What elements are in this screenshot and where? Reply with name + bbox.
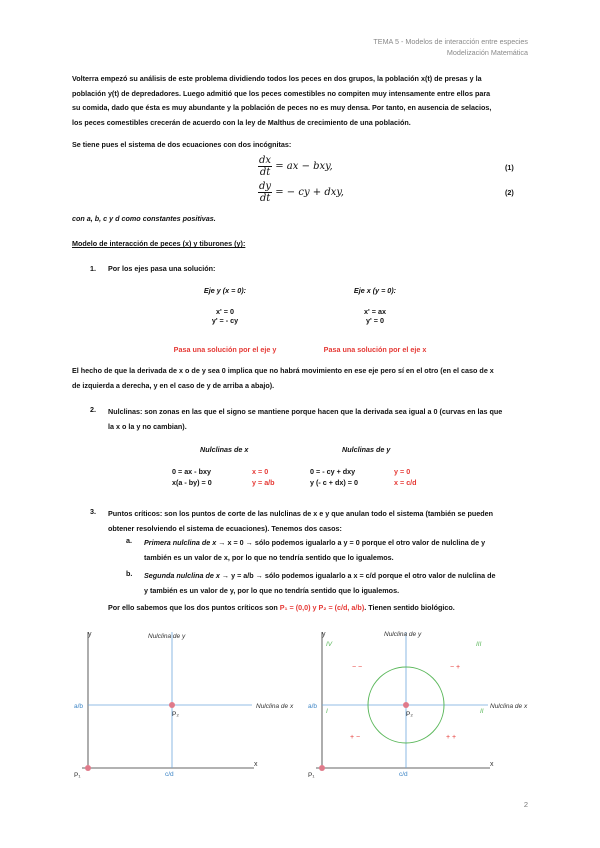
intro-paragraph: Volterra empezó su análisis de este problema dividiendo todos los peces en dos grupos, la población x(t) de presas y la población y(t) de depredadores. Luego admitió que los peces comestibles no compiten muy intensamente entre ellos para su comida, dado que ésta es muy abundante y la población de peces no es muy densa. Por tanto, en ausencia de selacios, los peces comestibles crecerán de acuerdo con la ley de Malthus de crecimiento de una población.	[72, 74, 492, 127]
step2-number: 2.	[90, 405, 96, 414]
sign-bottom-right: + +	[446, 734, 457, 741]
cd-label: c/d	[165, 771, 174, 778]
equation-1: $\frac{dx}{dt}$ = ax − bxy,	[259, 155, 333, 178]
nulclinas-x-results: x = 0 y = a/b	[252, 467, 275, 487]
p1-label: P₁	[74, 772, 81, 779]
step1-title: Por los ejes pasa una solución:	[108, 264, 216, 273]
constants-note: con a, b, c y d como constantes positivas.	[72, 214, 216, 223]
y-axis-label: y	[322, 631, 326, 638]
nulclinas-x-head: Nulclinas de x	[200, 445, 249, 454]
equation-1-label: (1)	[505, 163, 514, 172]
model-title: Modelo de interacción de peces (x) y tiburones (y):	[72, 239, 246, 248]
step3-number: 3.	[90, 507, 96, 516]
header	[373, 36, 528, 58]
step2-text: Nulclinas: son zonas en las que el signo se mantiene porque hacen que la derivada sea igual a 0 (curvas en las que la x o la y no cambian).	[108, 407, 503, 431]
y-axis-label: y	[88, 631, 92, 638]
nulclines-plot	[72, 628, 294, 780]
quadrant-iv-label: IV	[326, 641, 333, 648]
equation-2: $\frac{dy}{dt}$ = − cy + dxy,	[259, 181, 344, 204]
step1-number: 1.	[90, 264, 96, 273]
quadrant-i-label: I	[326, 708, 328, 715]
system-intro: Se tiene pues el sistema de dos ecuaciones con dos incógnitas:	[72, 140, 292, 149]
ab-label: a/b	[308, 703, 318, 710]
case-a-text: Primera nulclina de x → x = 0 → sólo podemos igualarlo a y = 0 porque el otro valor de nulclina de y también es un valor de x, por lo que no tendría sentido que lo igualemos.	[144, 538, 486, 562]
nulclina-y-label: Nulclina de y	[148, 633, 186, 640]
step1-right-result: Pasa una solución por el eje x	[323, 345, 427, 354]
case-b-text: Segunda nulclina de x → y = a/b → sólo podemos igualarlo a x = c/d porque el otro valor de nulclina de y también es un valor de y, por lo que no tendría sentido que lo igualemos.	[144, 571, 496, 595]
p1-label: P₁	[308, 772, 315, 779]
x-axis-label: x	[490, 761, 494, 768]
nulclina-x-label: Nulclina de x	[256, 703, 294, 710]
critical-point-p1	[319, 765, 325, 771]
nulclinas-y-head: Nulclinas de y	[342, 445, 391, 454]
nulclinas-y-results: y = 0 x = c/d	[394, 467, 417, 487]
step1-right-block: Eje x (y = 0): x' = ax y' = 0	[353, 286, 397, 325]
sign-top-right: − +	[450, 664, 461, 671]
p2-label: P₂	[406, 711, 413, 718]
header-subtitle: Modelización Matemática	[446, 48, 528, 57]
nulclina-x-label: Nulclina de x	[490, 703, 528, 710]
nulclina-y-label: Nulclina de y	[384, 631, 422, 638]
page-number: 2	[523, 800, 528, 809]
header-title: TEMA 5 - Modelos de interacción entre especies	[373, 37, 528, 46]
step1-left-result: Pasa una solución por el eje y	[173, 345, 277, 354]
critical-point-p1	[85, 765, 91, 771]
quadrant-iii-label: III	[476, 641, 482, 648]
quadrant-ii-label: II	[480, 708, 484, 715]
step1-left-block: Eje y (x = 0): x' = 0 y' = - cy	[203, 286, 247, 325]
critical-points-conclusion: Por ello sabemos que los dos puntos críticos son P₁ = (0,0) y P₂ = (c/d, a/b). Tienen sentido biológico.	[108, 603, 455, 612]
case-b-label: b.	[126, 569, 133, 578]
step1-explanation: El hecho de que la derivada de x o de y sea 0 implica que no habrá movimiento en ese eje pero sí en el otro (en el caso de x de izquierda a derecha, y en el caso de y de arriba a abajo).	[72, 366, 494, 390]
equation-2-label: (2)	[505, 188, 514, 197]
case-a-label: a.	[126, 536, 132, 545]
ab-label: a/b	[74, 703, 84, 710]
sign-top-left: − −	[352, 664, 363, 671]
x-axis-label: x	[254, 761, 258, 768]
cd-label: c/d	[399, 771, 408, 778]
critical-point-p2	[169, 702, 175, 708]
step3-text: Puntos críticos: son los puntos de corte de las nulclinas de x e y que anulan todo el sistema (también se pueden obtener resolviendo el sistema de ecuaciones). Tenemos dos casos:	[108, 509, 494, 533]
nulclinas-y-eqs: 0 = - cy + dxy y (- c + dx) = 0	[310, 467, 358, 487]
phase-plot	[306, 628, 536, 780]
p2-label: P₂	[172, 711, 179, 718]
critical-point-p2	[403, 702, 409, 708]
sign-bottom-left: + −	[350, 734, 361, 741]
nulclinas-x-eqs: 0 = ax - bxy x(a - by) = 0	[172, 467, 212, 487]
